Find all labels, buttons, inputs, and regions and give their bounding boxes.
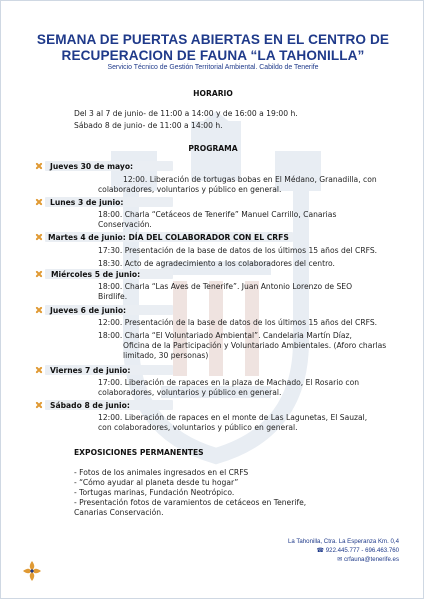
x-bullet-icon [35, 162, 43, 170]
contact-phone: 922.445.777 - 696.463.760 [325, 547, 399, 554]
event-line: Birdlife. [98, 292, 128, 301]
exposicion-item: - Fotos de los animales ingresados en el CRFS [74, 468, 249, 477]
day-label: Viernes 7 de junio: [50, 366, 131, 375]
event-line: Oficina de la Participación y Voluntariado Ambientales. (Aforo charlas [123, 341, 387, 350]
horario-heading: HORARIO [193, 89, 233, 98]
event-line: colaboradores, voluntarios y público en general. [98, 185, 282, 194]
event-line: 12:00. Presentación de la base de datos de los últimos 15 años del CRFS. [98, 318, 378, 327]
floral-logo-icon [22, 559, 42, 583]
email-icon: ✉ [337, 556, 343, 563]
event-line: 18:00. Charla “Cetáceos de Tenerife” Manuel Carrillo, Canarias [98, 210, 337, 219]
x-bullet-icon [35, 366, 43, 374]
programa-heading: PROGRAMA [188, 144, 238, 153]
event-line: 12:00. Liberación de tortugas bobas en El Médano, Granadilla, con [123, 175, 377, 184]
contact-email-row [337, 556, 399, 563]
x-bullet-icon [35, 233, 43, 241]
event-line: 17:00. Liberación de rapaces en la plaza de Machado, El Rosario con [98, 378, 360, 387]
contact-address: La Tahonilla, Ctra. La Esperanza Km. 0,4 [288, 538, 399, 545]
day-label: Martes 4 de junio: DÍA DEL COLABORADOR CON EL CRFS [48, 233, 289, 242]
horario-line-1: Del 3 al 7 de junio- de 11:00 a 14:00 y de 16:00 a 19:00 h. [74, 109, 298, 118]
exposicion-item: - Presentación fotos de varamientos de cetáceos en Tenerife, [74, 498, 307, 507]
event-line: 12:00. Liberación de rapaces en el monte de Las Lagunetas, El Sauzal, [98, 413, 368, 422]
telephone-icon: ☎ [316, 547, 325, 554]
x-bullet-icon [35, 401, 43, 409]
exposicion-item: Canarias Conservación. [74, 508, 164, 517]
exposicion-item: - “Cómo ayudar al planeta desde tu hogar” [74, 478, 239, 487]
day-label: Sábado 8 de junio: [50, 401, 130, 410]
exposicion-item: - Tortugas marinas, Fundación Neotrópico. [74, 488, 235, 497]
exposiciones-heading: EXPOSICIONES PERMANENTES [74, 448, 204, 457]
day-label: Lunes 3 de junio: [50, 198, 124, 207]
horario-line-2: Sábado 8 de junio- de 11:00 a 14:00 h. [74, 121, 223, 130]
event-line: Conservación. [98, 220, 152, 229]
document-title-line1: SEMANA DE PUERTAS ABIERTAS EN EL CENTRO DE [36, 32, 390, 47]
x-bullet-icon [35, 198, 43, 206]
document-subtitle: Servicio Técnico de Gestión Territorial Ambiental. Cabildo de Tenerife [107, 64, 319, 71]
day-label: Jueves 6 de junio: [50, 306, 127, 315]
event-line: 17:30. Presentación de la base de datos de los últimos 15 años del CRFS. [98, 246, 378, 255]
x-bullet-icon [35, 306, 43, 314]
event-line: 18:30. Acto de agradecimiento a los colaboradores del centro. [98, 259, 335, 268]
event-line: limitado, 30 personas) [123, 351, 209, 360]
day-label: Miércoles 5 de junio: [51, 270, 141, 279]
event-line: colaboradores, voluntarios y público en general. [98, 388, 282, 397]
day-label: Jueves 30 de mayo: [50, 162, 134, 171]
contact-phone-row [317, 547, 400, 554]
event-line: con colaboradores, voluntarios y público en general. [98, 423, 298, 432]
event-line: 18:00. Charla “El Voluntariado Ambiental”. Candelaria Martín Díaz, [98, 331, 352, 340]
document-title-line2: RECUPERACION DE FAUNA “LA TAHONILLA” [61, 48, 365, 63]
event-line: 18:00. Charla “Las Aves de Tenerife”. Juan Antonio Lorenzo de SEO [98, 282, 353, 291]
contact-email: crfauna@tenerife.es [344, 556, 399, 563]
x-bullet-icon [35, 270, 43, 278]
